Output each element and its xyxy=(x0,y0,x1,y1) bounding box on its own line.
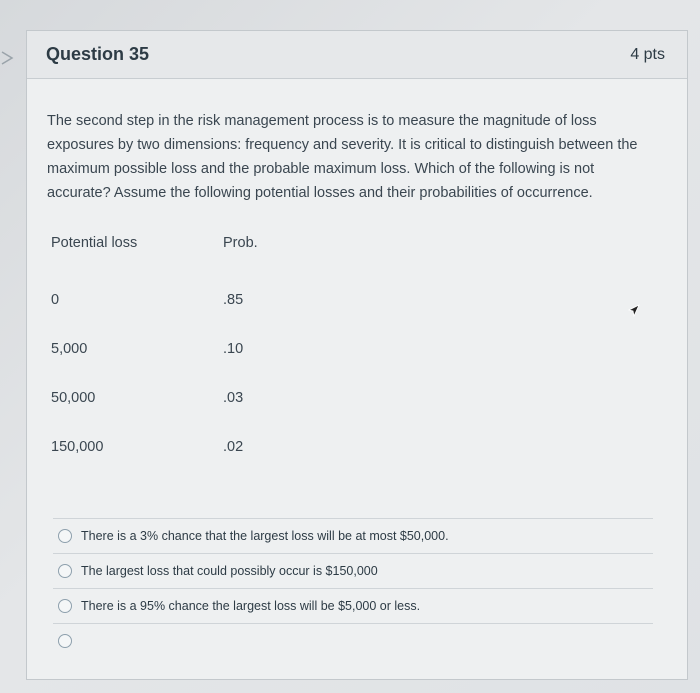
answer-option-4[interactable] xyxy=(53,623,653,658)
prob-cell: .03 xyxy=(223,389,244,406)
mouse-cursor-icon xyxy=(628,304,640,318)
loss-cell: 5,000 xyxy=(51,340,88,357)
header-potential-loss: Potential loss xyxy=(51,235,138,251)
question-body xyxy=(27,79,687,471)
answer-list xyxy=(53,518,653,658)
answer-label: There is a 95% chance the largest loss will be $5,000 or less. xyxy=(81,599,421,613)
question-points: 4 pts xyxy=(630,45,665,63)
loss-table xyxy=(47,233,347,471)
question-title: Question 35 xyxy=(46,44,150,64)
loss-cell: 150,000 xyxy=(51,438,104,455)
answer-label: There is a 3% chance that the largest loss will be at most $50,000. xyxy=(81,529,449,543)
table-row xyxy=(47,275,347,324)
radio-button[interactable] xyxy=(58,564,72,578)
prob-cell: .02 xyxy=(223,438,244,455)
radio-button[interactable] xyxy=(58,599,72,613)
table-row xyxy=(47,373,347,422)
header-prob: Prob. xyxy=(223,235,258,251)
table-header-row xyxy=(47,233,347,275)
prob-cell: .85 xyxy=(223,291,244,308)
table-row xyxy=(47,324,347,373)
cursor-svg xyxy=(628,304,640,318)
loss-cell: 0 xyxy=(51,291,60,308)
prob-cell: .10 xyxy=(223,340,244,357)
question-card xyxy=(26,30,688,680)
answer-option-2[interactable] xyxy=(53,553,653,588)
radio-button[interactable] xyxy=(58,634,72,648)
loss-cell: 50,000 xyxy=(51,389,96,406)
answer-option-1[interactable] xyxy=(53,518,653,553)
back-arrow-icon[interactable] xyxy=(0,50,22,66)
answer-option-3[interactable] xyxy=(53,588,653,623)
back-arrow-svg xyxy=(0,50,20,66)
answer-label: The largest loss that could possibly occur is $150,000 xyxy=(81,564,378,578)
radio-button[interactable] xyxy=(58,529,72,543)
table-row xyxy=(47,422,347,471)
question-text: The second step in the risk management process is to measure the magnitude of loss exposures by two dimensions: frequency and severity. It is critical to distinguish between the maximum possible loss and the probable maximum loss. Which of the following is not accurate? Assume the following potential losses and their probabilities of occurrence. xyxy=(47,113,638,201)
question-header xyxy=(27,31,687,79)
